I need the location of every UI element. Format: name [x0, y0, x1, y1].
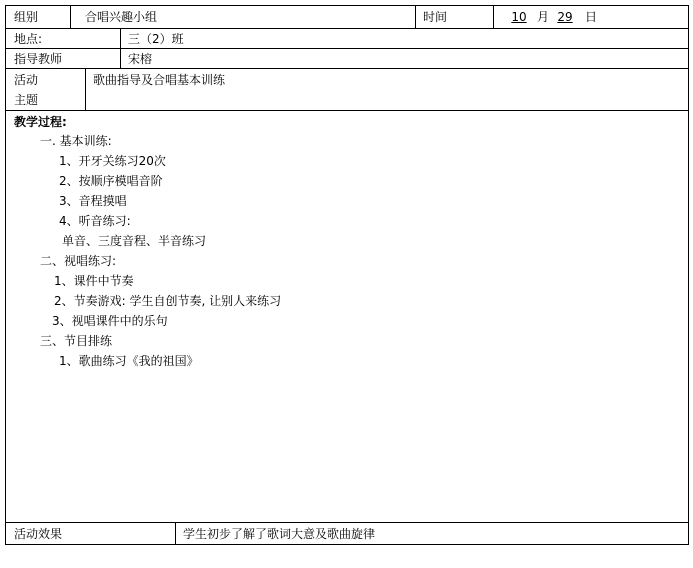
group-label: 组别	[14, 10, 39, 24]
location-label: 地点:	[14, 32, 43, 46]
process-line: 1、课件中节奏	[54, 274, 134, 288]
teacher-label: 指导教师	[14, 52, 63, 66]
process-line: 1、开牙关练习20次	[59, 154, 166, 168]
row-divider	[5, 68, 689, 69]
group-value: 合唱兴趣小组	[85, 10, 158, 24]
process-line: 3、音程摸唱	[59, 194, 127, 208]
time-label: 时间	[423, 10, 448, 24]
teacher-value: 宋榕	[128, 52, 153, 66]
date-month	[503, 9, 535, 25]
date-day-value: 29	[557, 10, 573, 24]
date-month-char: 月	[537, 10, 550, 24]
process-title: 教学过程:	[14, 115, 67, 129]
process-line: 1、歌曲练习《我的祖国》	[59, 354, 199, 368]
result-label: 活动效果	[14, 527, 63, 541]
column-divider	[175, 522, 176, 544]
result-value: 学生初步了解了歌词大意及歌曲旋律	[183, 527, 376, 541]
table-border-bottom	[5, 544, 689, 545]
process-line: 3、视唱课件中的乐句	[52, 314, 168, 328]
table-border-top	[5, 5, 689, 6]
column-divider	[493, 5, 494, 28]
process-line: 一. 基本训练:	[40, 134, 112, 148]
process-line: 2、按顺序模唱音阶	[59, 174, 163, 188]
row-divider	[5, 522, 689, 523]
table-border-left	[5, 5, 6, 545]
process-line: 三、节目排练	[40, 334, 113, 348]
process-line: 二、视唱练习:	[40, 254, 117, 268]
process-line: 单音、三度音程、半音练习	[62, 234, 207, 248]
date-month-value: 10	[511, 10, 527, 24]
row-divider	[5, 28, 689, 29]
location-value: 三（2）班	[128, 32, 184, 46]
column-divider	[120, 28, 121, 68]
row-divider	[5, 48, 689, 49]
column-divider	[70, 5, 71, 28]
process-line: 4、听音练习:	[59, 214, 131, 228]
date-day	[552, 9, 578, 25]
column-divider	[85, 68, 86, 110]
date-day-char: 日	[585, 10, 598, 24]
topic-label-line-2: 主题	[14, 93, 39, 107]
topic-value: 歌曲指导及合唱基本训练	[93, 73, 226, 87]
table-border-right	[688, 5, 689, 545]
topic-label-line-1: 活动	[14, 73, 39, 87]
process-line: 2、节奏游戏: 学生自创节奏, 让别人来练习	[54, 294, 282, 308]
row-divider	[5, 110, 689, 111]
column-divider	[415, 5, 416, 28]
